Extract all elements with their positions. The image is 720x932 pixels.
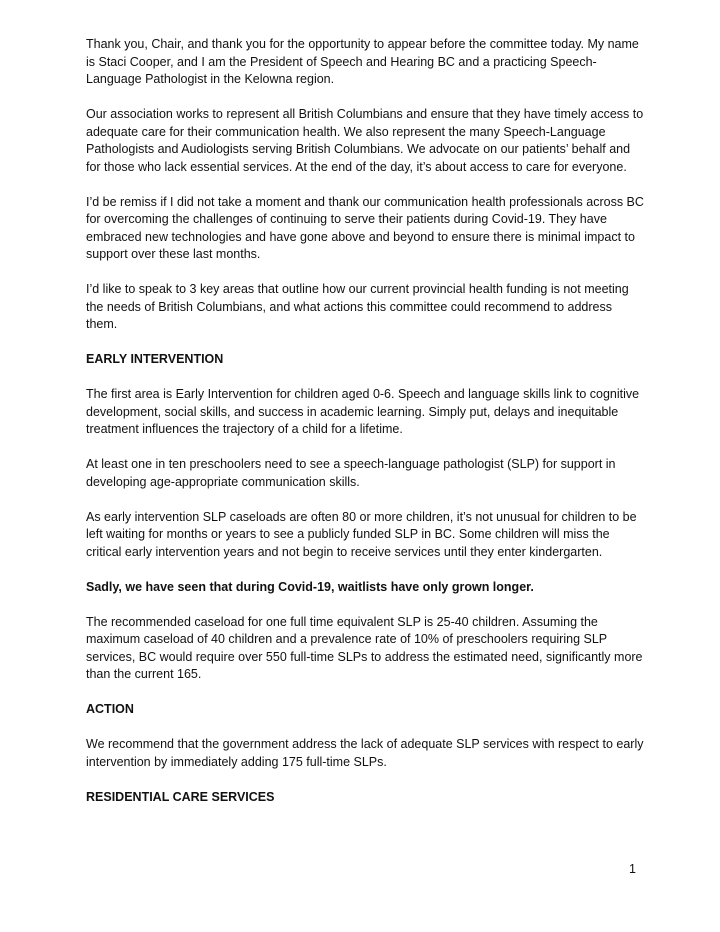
paragraph-thanks: I’d be remiss if I did not take a moment and thank our communication health professionals across BC for overcoming the challenges of continuing to serve their patients during Covid-19. They have embraced new technologies and have gone above and beyond to ensure there is minimal impact to support over these last months. [86,194,644,261]
paragraph-covid-waitlists: Sadly, we have seen that during Covid-19, waitlists have only grown longer. [86,579,534,594]
page-number: 1 [629,862,636,876]
paragraph-key-areas: I’d like to speak to 3 key areas that outline how our current provincial health funding is not meeting the needs of British Columbians, and what actions this committee could recommend to address them. [86,282,629,331]
paragraph-caseloads: As early intervention SLP caseloads are often 80 or more children, it’s not unusual for children to be left waiting for months or years to see a publicly funded SLP in BC. Some children will miss the critical early intervention years and not begin to receive services until they enter kindergarten. [86,509,637,559]
paragraph-association: Our association works to represent all British Columbians and ensure that they have timely access to adequate care for their communication health. We also represent the many Speech-Language Pathologists and Audiologists serving British Columbians. We advocate on our patients’ behalf and for those who lack essential services. At the end of the day, it’s about access to care for everyone. [86,107,644,174]
paragraph-intro: Thank you, Chair, and thank you for the opportunity to appear before the committee today. My name is Staci Cooper, and I am the President of Speech and Hearing BC and a practicing Speech-Language Pathologist in the Kelowna region. [86,37,639,86]
paragraph-first-area: The first area is Early Intervention for children aged 0-6. Speech and language skills link to cognitive development, social skills, and success in academic learning. Simply put, delays and inequitable treatment influences the trajectory of a child for a lifetime. [86,387,640,436]
paragraph-prevalence: At least one in ten preschoolers need to see a speech-language pathologist (SLP) for support in developing age-appropriate communication skills. [86,457,616,489]
paragraph-recommended-caseload: The recommended caseload for one full time equivalent SLP is 25-40 children. Assuming the maximum caseload of 40 children and a prevalence rate of 10% of preschoolers requiring SLP services, BC would require over 550 full-time SLPs to address the estimated need, significantly more than the current 165. [86,614,643,681]
heading-early-intervention: EARLY INTERVENTION [86,352,224,366]
heading-action: ACTION [86,702,134,716]
document-body [86,36,646,824]
heading-residential-care: RESIDENTIAL CARE SERVICES [86,789,275,804]
paragraph-recommendation: We recommend that the government address the lack of adequate SLP services with respect to early intervention by immediately adding 175 full-time SLPs. [86,737,644,769]
